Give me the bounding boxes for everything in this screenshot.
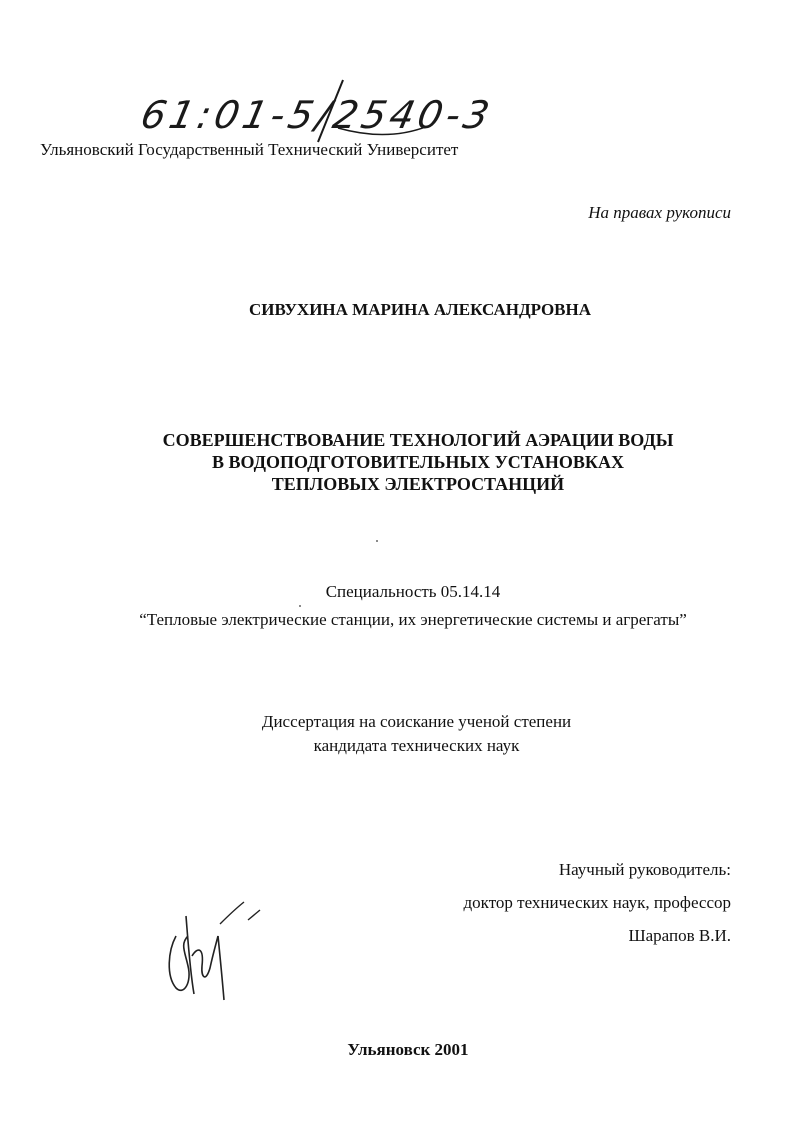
degree-line: Диссертация на соискание ученой степени (261, 712, 572, 731)
rights-note: На правах рукописи (588, 203, 731, 222)
supervisor-title: Научный руководитель: (558, 860, 731, 879)
degree-line: кандидата технических наук (313, 736, 520, 755)
place-and-year: Ульяновск 2001 (347, 1040, 469, 1059)
handwritten-archive-code (138, 76, 498, 146)
title-line: СОВЕРШЕНСТВОВАНИЕ ТЕХНОЛОГИЙ АЭРАЦИИ ВОДЫ (162, 430, 674, 450)
title-line: В ВОДОПОДГОТОВИТЕЛЬНЫХ УСТАНОВКАХ (212, 452, 624, 472)
specialty-name: “Тепловые электрические станции, их энергетические системы и агрегаты” (139, 610, 687, 629)
supervisor-degree: доктор технических наук, профессор (463, 893, 731, 912)
degree-statement (0, 710, 793, 758)
specialty-code: Специальность 05.14.14 (325, 582, 501, 601)
dissertation-title (0, 429, 793, 495)
signature-mark (158, 896, 268, 1006)
title-line: ТЕПЛОВЫХ ЭЛЕКТРОСТАНЦИЙ (271, 474, 565, 494)
archive-code-text: 61:01-5/2540-3 (138, 93, 497, 138)
supervisor-name: Шарапов В.И. (628, 926, 731, 945)
author-name: СИВУХИНА МАРИНА АЛЕКСАНДРОВНА (248, 300, 592, 319)
scan-speck (376, 540, 378, 542)
university-name: Ульяновский Государственный Технический Университет (40, 140, 459, 159)
scan-speck (299, 605, 301, 607)
